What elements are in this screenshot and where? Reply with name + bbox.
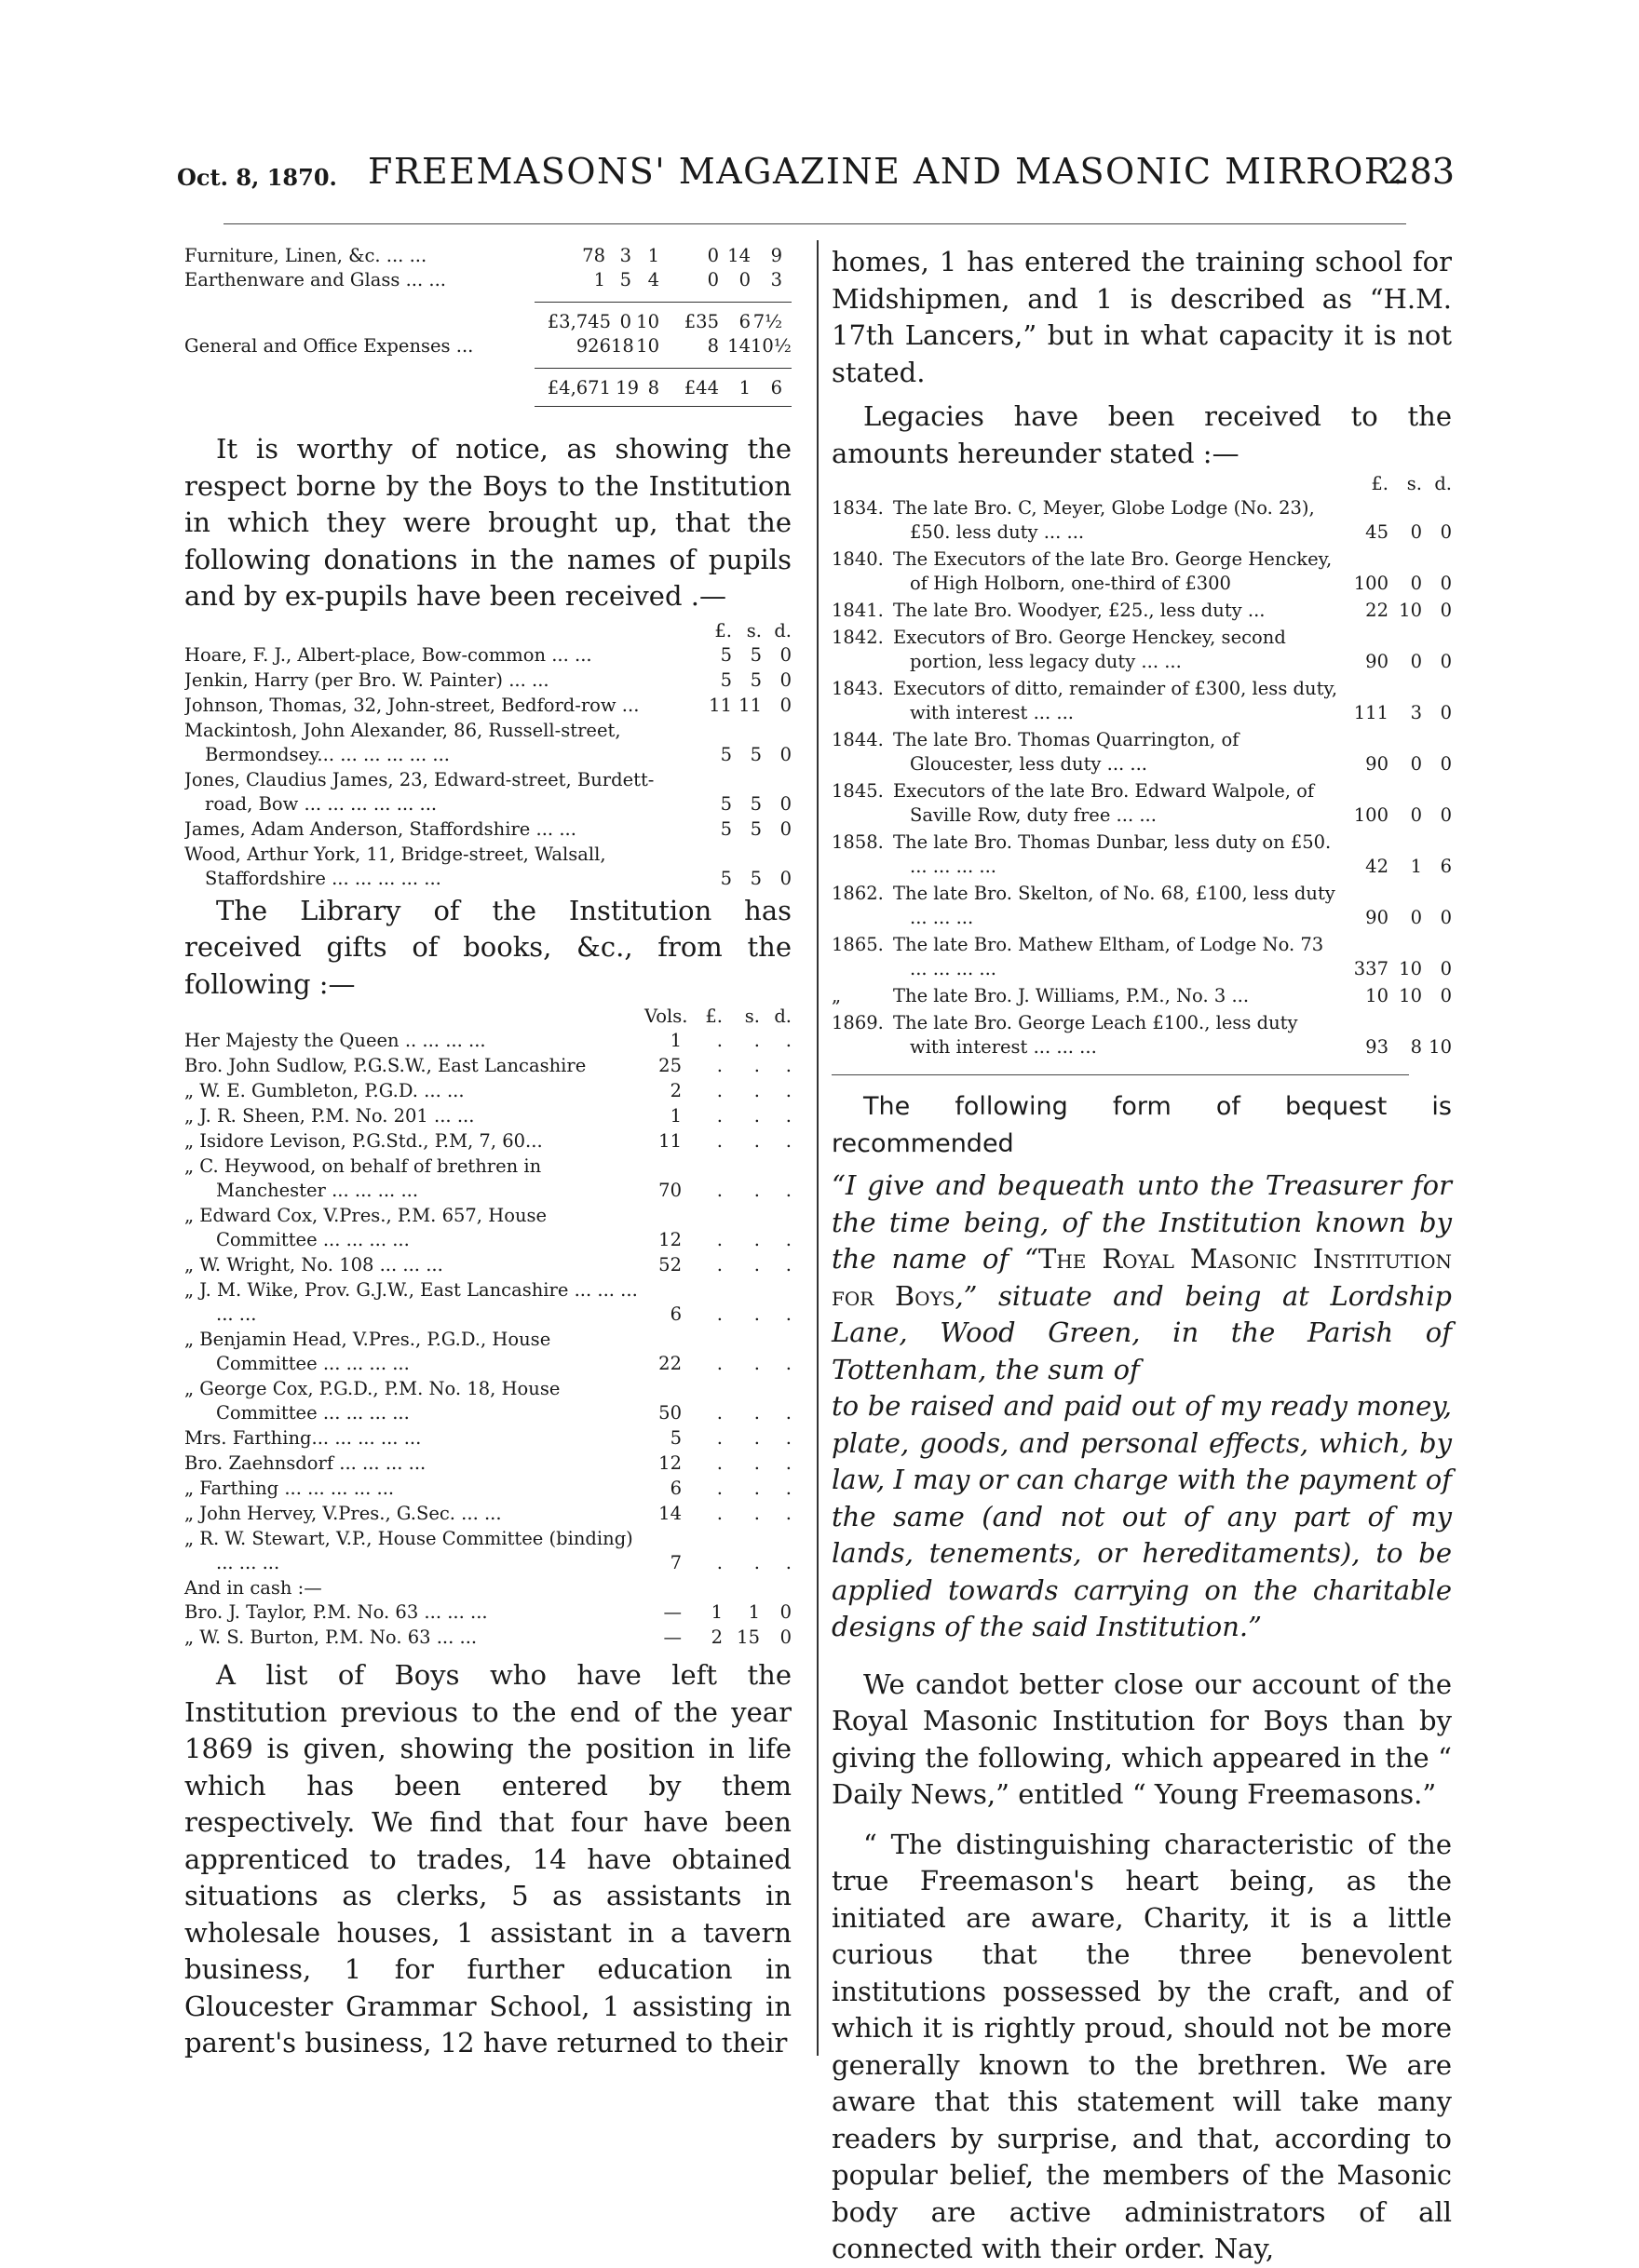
amount-pence: . <box>785 1552 792 1573</box>
amount-pence: . <box>785 1130 792 1152</box>
amount-shillings: 1 <box>748 1601 760 1623</box>
amount-pounds: 5 <box>720 668 732 691</box>
legacy-text: Executors of ditto, remainder of £300, less duty, with interest ... ... <box>893 678 1338 723</box>
amount-pence: 0 <box>1440 521 1452 543</box>
amount-pounds: 42 <box>1365 856 1388 877</box>
amount-pence: 0 <box>1440 600 1452 621</box>
amount-pence: . <box>785 1478 792 1499</box>
amount-pounds: 90 <box>1365 907 1388 928</box>
book-gift-row <box>184 1253 792 1277</box>
legacy-text: Executors of the late Bro. Edward Walpole, of Saville Row, duty free ... ... <box>893 780 1315 826</box>
donor-name: Jones, Claudius James, 23, Edward-street, Burdett-road, Bow ... ... ... ... ... ... <box>184 768 655 815</box>
legacy-text: The late Bro. J. Williams, P.M., No. 3 ... <box>893 985 1250 1006</box>
amount-pence: . <box>785 1080 792 1101</box>
cash-gift-row <box>184 1600 792 1625</box>
legacy-year: 1834. <box>832 497 884 519</box>
page-number: 283 <box>1387 151 1455 192</box>
amount-shillings: 0 <box>1410 804 1422 826</box>
donor-name: „ W. S. Burton, P.M. No. 63 ... ... <box>184 1627 478 1648</box>
amount-shillings: 1 <box>1410 856 1422 877</box>
legacies-table <box>832 472 1452 1060</box>
donation-row <box>184 843 792 891</box>
legacy-row <box>832 626 1452 674</box>
amount-shillings: . <box>753 1402 760 1424</box>
volumes: 1 <box>670 1030 682 1051</box>
legacy-amount <box>1340 1035 1452 1060</box>
donations-table <box>184 619 792 891</box>
amount-shillings: . <box>753 1055 760 1076</box>
amount-pounds: 100 <box>1353 804 1388 826</box>
volumes: 50 <box>658 1402 682 1424</box>
expenses-row: Furniture, Linen, &c. ... ... 78 3 1 0 14 9 <box>184 245 782 266</box>
amount-pence: 0 <box>779 1627 792 1648</box>
amount-pence: 0 <box>1440 804 1452 826</box>
expenses-row: Earthenware and Glass ... ... 1 5 4 0 0 3 <box>184 269 782 290</box>
amount-shillings: . <box>753 1130 760 1152</box>
book-gift-row <box>184 1079 792 1103</box>
amount-pounds: . <box>716 1452 723 1474</box>
legacy-amount <box>1340 650 1452 674</box>
volumes: 2 <box>670 1080 682 1101</box>
amount-pounds: 5 <box>720 792 732 815</box>
amount-pence: 0 <box>779 668 792 691</box>
donor-name: „ R. W. Stewart, V.P., House Committee (binding) ... ... ... <box>184 1528 633 1573</box>
donation-row <box>184 719 792 767</box>
legacy-row <box>832 1011 1452 1060</box>
legacy-row <box>832 677 1452 725</box>
book-gift-row <box>184 1477 792 1501</box>
legacy-row <box>832 984 1452 1008</box>
legacy-year: 1865. <box>832 934 884 955</box>
amount-pounds: 5 <box>720 743 732 765</box>
volumes: 52 <box>658 1254 682 1276</box>
section-rule <box>832 1074 1409 1075</box>
book-gift-row <box>184 1054 792 1078</box>
donation-row <box>184 817 792 842</box>
amount-pounds: . <box>716 1254 723 1276</box>
book-gift-row <box>184 1377 792 1425</box>
amount-pounds: . <box>716 1180 723 1201</box>
amount-pence: 0 <box>1440 702 1452 723</box>
donor-name: „ Isidore Levison, P.G.Std., P.M, 7, 60... <box>184 1130 543 1152</box>
amount-pounds: 93 <box>1365 1036 1388 1058</box>
book-gift-row <box>184 1328 792 1376</box>
donor-name: Wood, Arthur York, 11, Bridge-street, Walsall, Staffordshire ... ... ... ... ... <box>184 843 606 889</box>
amount-pence: 0 <box>1440 958 1452 979</box>
bequest-form: “I give and bequeath unto the Treasurer for the time being, of the Institution known by the name of “The Royal Masonic Institution for Boys,” situate and being at Lordship Lane, Wood Green, in the Parish of Tottenham, the sum of to be raised and paid out of my ready money, plate, goods, and personal effects, which, by law, I may or can charge with the payment of the same (and not out of any part of my lands, tenements, or hereditaments), to be applied towards carrying on the charitable designs of the said Institution.” <box>832 1169 1453 1642</box>
book-gift-row <box>184 1426 792 1451</box>
donor-name: Bro. John Sudlow, P.G.S.W., East Lancashire <box>184 1055 587 1076</box>
legacy-amount <box>1340 906 1452 930</box>
legacy-amount <box>1340 572 1452 596</box>
paragraph-close: We candot better close our account of the Royal Masonic Institution for Boys than by giving the following, which appeared in the “ Daily News,” entitled “ Young Freemasons.” <box>832 1667 1452 1810</box>
legacy-year: 1842. <box>832 627 884 648</box>
legacy-row <box>832 779 1452 828</box>
books-table <box>184 1005 792 1650</box>
amount-pence: 0 <box>779 643 792 666</box>
volumes: 6 <box>670 1303 682 1325</box>
amount-pounds: 11 <box>709 694 732 716</box>
legacy-text: Executors of Bro. George Henckey, second portion, less legacy duty ... ... <box>893 627 1286 672</box>
amount-pounds: . <box>716 1503 723 1524</box>
legacy-text: The late Bro. Woodyer, £25., less duty ... <box>893 600 1266 621</box>
amount-pounds: . <box>716 1353 723 1374</box>
amount-pence: 0 <box>779 694 792 716</box>
donor-name: James, Adam Anderson, Staffordshire ... ... <box>184 817 576 840</box>
paragraph-homes: homes, 1 has entered the training school for Midshipmen, and 1 is described as “H.M. 17th Lancers,” but in what capacity it is not stated. <box>832 246 1452 388</box>
amount-shillings: . <box>753 1254 760 1276</box>
amount-pence: . <box>785 1254 792 1276</box>
book-gift-row <box>184 1527 792 1575</box>
amount-pence: . <box>785 1180 792 1201</box>
amount-shillings: . <box>753 1503 760 1524</box>
amount-pence: 0 <box>1440 907 1452 928</box>
amount-pounds: . <box>716 1055 723 1076</box>
amount-pounds: . <box>716 1080 723 1101</box>
legacy-year: 1840. <box>832 548 884 570</box>
amount-shillings: 0 <box>1410 907 1422 928</box>
legacy-row <box>832 496 1452 545</box>
donation-row <box>184 668 792 693</box>
legacy-text: The late Bro. Skelton, of No. 68, £100, less duty ... ... ... <box>893 883 1335 928</box>
amount-pounds: . <box>716 1478 723 1499</box>
volumes: 14 <box>658 1503 682 1524</box>
paragraph-legacies: Legacies have been received to the amounts hereunder stated :— <box>832 400 1452 469</box>
donor-name: „ John Hervey, V.Pres., G.Sec. ... ... <box>184 1503 502 1524</box>
donor-name: Bro. Zaehnsdorf ... ... ... ... <box>184 1452 427 1474</box>
legacy-amount <box>1340 752 1452 776</box>
amount-pence: . <box>785 1229 792 1250</box>
amount-shillings: 5 <box>750 743 762 765</box>
amount-shillings: . <box>753 1030 760 1051</box>
amount-shillings: 5 <box>750 668 762 691</box>
legacy-row <box>832 933 1452 981</box>
page-header <box>177 149 1462 196</box>
legacy-year: 1845. <box>832 780 884 802</box>
amount-shillings: 5 <box>750 817 762 840</box>
amount-pence: . <box>785 1427 792 1449</box>
amount-pence: 6 <box>1440 856 1452 877</box>
cash-gift-row <box>184 1626 792 1650</box>
book-gift-row <box>184 1278 792 1327</box>
header-rule <box>224 223 1406 224</box>
donor-name: Jenkin, Harry (per Bro. W. Painter) ... ... <box>184 668 549 691</box>
amount-pounds: 337 <box>1353 958 1388 979</box>
amount-shillings: 10 <box>1399 958 1422 979</box>
volumes: 25 <box>658 1055 682 1076</box>
donations-header: £. s. d. <box>714 619 792 641</box>
amount-shillings: 8 <box>1410 1036 1422 1058</box>
amount-pounds: 90 <box>1365 753 1388 775</box>
amount-pence: . <box>785 1030 792 1051</box>
legacy-amount <box>1340 803 1452 828</box>
expenses-total: £4,671 19 8 £44 1 6 <box>184 368 792 407</box>
donor-name: „ C. Heywood, on behalf of brethren in Manchester ... ... ... ... <box>184 1155 542 1201</box>
book-gift-row <box>184 1502 792 1526</box>
volumes: 12 <box>658 1229 682 1250</box>
legacy-year: 1862. <box>832 883 884 904</box>
amount-pence: . <box>785 1105 792 1127</box>
amount-shillings: . <box>753 1080 760 1101</box>
amount-pounds: . <box>716 1427 723 1449</box>
legacy-year: 1858. <box>832 831 884 853</box>
amount-pounds: 5 <box>720 643 732 666</box>
legacy-year: 1844. <box>832 729 884 750</box>
amount-pence: 0 <box>1440 753 1452 775</box>
legacy-text: The late Bro. George Leach £100., less duty with interest ... ... ... <box>893 1012 1298 1058</box>
books-header: Vols. £. s. d. <box>644 1006 792 1027</box>
volumes: 1 <box>670 1105 682 1127</box>
volumes: 12 <box>658 1452 682 1474</box>
legacy-amount <box>1340 984 1452 1008</box>
expenses-row: General and Office Expenses ... 926 18 10 8 14 10½ <box>184 335 792 357</box>
volumes: 70 <box>658 1180 682 1201</box>
amount-pounds: 5 <box>720 867 732 889</box>
book-gift-row <box>184 1451 792 1476</box>
donor-name: Mrs. Farthing... ... ... ... ... <box>184 1427 422 1449</box>
amount-pounds: . <box>716 1552 723 1573</box>
legacy-row <box>832 882 1452 930</box>
amount-pence: 0 <box>779 743 792 765</box>
amount-shillings: 10 <box>1399 600 1422 621</box>
cash-label: And in cash :— <box>184 1577 322 1599</box>
legacy-year: 1841. <box>832 600 884 621</box>
volumes: — <box>663 1601 682 1623</box>
donor-name: „ J. M. Wike, Prov. G.J.W., East Lancashire ... ... ... ... ... <box>184 1279 638 1325</box>
amount-shillings: . <box>753 1353 760 1374</box>
amount-shillings: 0 <box>1410 651 1422 672</box>
amount-pence: 0 <box>779 867 792 889</box>
amount-pence: 0 <box>1440 651 1452 672</box>
amount-shillings: . <box>753 1452 760 1474</box>
amount-shillings: . <box>753 1229 760 1250</box>
legacy-row <box>832 830 1452 879</box>
legacy-amount <box>1340 599 1452 623</box>
amount-pounds: . <box>716 1303 723 1325</box>
volumes: 7 <box>670 1552 682 1573</box>
book-gift-row <box>184 1104 792 1128</box>
amount-pounds: 5 <box>720 817 732 840</box>
amount-pounds: . <box>716 1402 723 1424</box>
donor-name: „ W. Wright, No. 108 ... ... ... <box>184 1254 443 1276</box>
legacy-amount <box>1340 520 1452 545</box>
legacy-row <box>832 728 1452 776</box>
donation-row <box>184 768 792 817</box>
amount-pence: 0 <box>779 792 792 815</box>
amount-pounds: . <box>716 1130 723 1152</box>
legacy-year: „ <box>832 985 842 1006</box>
donor-name: Bro. J. Taylor, P.M. No. 63 ... ... ... <box>184 1601 488 1623</box>
donor-name: Hoare, F. J., Albert-place, Bow-common ... ... <box>184 643 592 666</box>
left-column <box>184 244 792 2062</box>
amount-pence: 0 <box>1440 573 1452 594</box>
volumes: — <box>663 1627 682 1648</box>
amount-pence: . <box>785 1503 792 1524</box>
legacy-text: The late Bro. Mathew Eltham, of Lodge No. 73 ... ... ... ... <box>893 934 1324 979</box>
amount-pence: 0 <box>1440 985 1452 1006</box>
amount-shillings: 5 <box>750 867 762 889</box>
paragraph-form: The following form of bequest is recommended <box>832 1092 1452 1158</box>
donation-row <box>184 643 792 668</box>
legacy-text: The Executors of the late Bro. George Henckey, of High Holborn, one-third of £300 <box>893 548 1333 594</box>
paragraph-quote: “ The distinguishing characteristic of the true Freemason's heart being, as the initiated are aware, Charity, it is a little curious that the three benevolent institutions possessed by the craft, and of which it is rightly proud, should not be more generally known to the brethren. We are aware that this statement will take many readers by surprise, and that, according to popular belief, the members of the Masonic body are active administrators of all connected with their order. Nay, <box>832 1828 1452 2264</box>
amount-pounds: . <box>716 1229 723 1250</box>
expenses-table <box>184 244 792 407</box>
amount-pounds: 100 <box>1353 573 1388 594</box>
amount-shillings: 5 <box>750 643 762 666</box>
book-gift-row <box>184 1129 792 1154</box>
volumes: 11 <box>658 1130 682 1152</box>
legacy-year: 1869. <box>832 1012 884 1033</box>
amount-pence: . <box>785 1055 792 1076</box>
donation-row <box>184 694 792 718</box>
right-column <box>832 244 1452 2268</box>
paragraph-library: The Library of the Institution has received gifts of books, &c., from the following :— <box>184 894 792 1000</box>
volumes: 22 <box>658 1353 682 1374</box>
amount-shillings: . <box>753 1552 760 1573</box>
legacy-text: The late Bro. Thomas Dunbar, less duty on £50. ... ... ... ... <box>893 831 1332 877</box>
amount-shillings: 0 <box>1410 753 1422 775</box>
amount-shillings: . <box>753 1105 760 1127</box>
donor-name: „ Benjamin Head, V.Pres., P.G.D., House Committee ... ... ... ... <box>184 1329 551 1374</box>
legacy-text: The late Bro. Thomas Quarrington, of Gloucester, less duty ... ... <box>893 729 1239 775</box>
donor-name: „ W. E. Gumbleton, P.G.D. ... ... <box>184 1080 465 1101</box>
legacy-row <box>832 547 1452 596</box>
donor-name: „ Edward Cox, V.Pres., P.M. 657, House Committee ... ... ... ... <box>184 1205 548 1250</box>
legacy-text: The late Bro. C, Meyer, Globe Lodge (No. 23), £50. less duty ... ... <box>893 497 1315 543</box>
amount-shillings: 0 <box>1410 573 1422 594</box>
amount-pounds: 111 <box>1353 702 1388 723</box>
donor-name: „ Farthing ... ... ... ... ... <box>184 1478 395 1499</box>
amount-pence: . <box>785 1402 792 1424</box>
amount-shillings: . <box>753 1180 760 1201</box>
amount-pence: 10 <box>1429 1036 1452 1058</box>
amount-pence: . <box>785 1353 792 1374</box>
legacy-amount <box>1340 957 1452 981</box>
paragraph-notice: It is worthy of notice, as showing the respect borne by the Boys to the Institution in which they were brought up, that the following donations in the names of pupils and by ex-pupils have been received .— <box>184 433 792 612</box>
magazine-title: FREEMASONS' MAGAZINE AND MASONIC MIRROR. <box>368 151 1405 192</box>
donor-name: „ George Cox, P.G.D., P.M. No. 18, House Committee ... ... ... ... <box>184 1378 561 1424</box>
amount-shillings: 15 <box>737 1627 760 1648</box>
amount-shillings: . <box>753 1427 760 1449</box>
amount-shillings: . <box>753 1303 760 1325</box>
amount-pounds: . <box>716 1030 723 1051</box>
book-gift-row <box>184 1204 792 1252</box>
legacy-amount <box>1340 855 1452 879</box>
donor-name: Her Majesty the Queen .. ... ... ... <box>184 1030 486 1051</box>
volumes: 5 <box>670 1427 682 1449</box>
book-gift-row <box>184 1154 792 1203</box>
amount-shillings: 10 <box>1399 985 1422 1006</box>
paragraph-list: A list of Boys who have left the Institution previous to the end of the year 1869 is given, showing the position in life which has been entered by them respectively. We find that four have been apprenticed to trades, 14 have obtained situations as clerks, 5 as assistants in wholesale houses, 1 assistant in a tavern business, 1 for further education in Gloucester Grammar School, 1 assisting in parent's business, 12 have returned to their <box>184 1659 792 2059</box>
amount-shillings: 11 <box>738 694 762 716</box>
amount-pounds: 90 <box>1365 651 1388 672</box>
amount-pence: 0 <box>779 817 792 840</box>
donor-name: „ J. R. Sheen, P.M. No. 201 ... ... <box>184 1105 475 1127</box>
amount-shillings: 0 <box>1410 521 1422 543</box>
amount-pounds: 22 <box>1365 600 1388 621</box>
legacies-header: £. s. d. <box>1371 473 1452 494</box>
amount-pence: . <box>785 1303 792 1325</box>
issue-date: Oct. 8, 1870. <box>177 164 337 191</box>
amount-shillings: . <box>753 1478 760 1499</box>
legacy-row <box>832 599 1452 623</box>
amount-pence: . <box>785 1452 792 1474</box>
donor-name: Mackintosh, John Alexander, 86, Russell-street, Bermondsey... ... ... ... ... ... <box>184 719 621 765</box>
amount-shillings: 3 <box>1410 702 1422 723</box>
amount-shillings: 5 <box>750 792 762 815</box>
amount-pounds: . <box>716 1105 723 1127</box>
donor-name: Johnson, Thomas, 32, John-street, Bedford-row ... <box>184 694 640 716</box>
legacy-amount <box>1340 701 1452 725</box>
amount-pounds: 10 <box>1365 985 1388 1006</box>
amount-pounds: 45 <box>1365 521 1388 543</box>
amount-pence: 0 <box>779 1601 792 1623</box>
column-divider <box>817 240 819 2056</box>
expenses-subtotal: £3,745 0 10 £35 6 7½ <box>184 302 792 334</box>
book-gift-row <box>184 1029 792 1053</box>
amount-pounds: 2 <box>711 1627 723 1648</box>
legacy-year: 1843. <box>832 678 884 699</box>
volumes: 6 <box>670 1478 682 1499</box>
amount-pounds: 1 <box>711 1601 723 1623</box>
